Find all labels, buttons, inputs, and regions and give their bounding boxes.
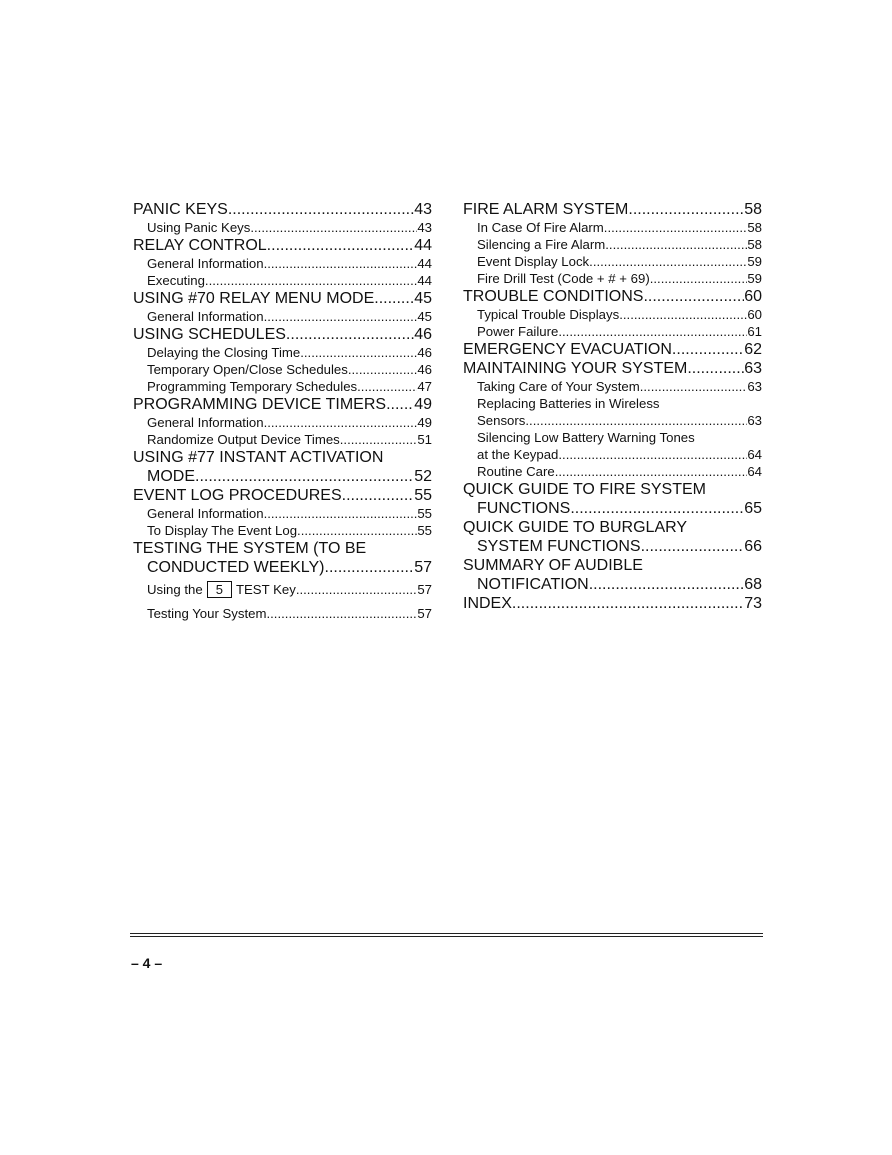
toc-entry[interactable]: CONDUCTED WEEKLY) ..... 57	[133, 558, 432, 577]
toc-subentry[interactable]: Silencing a Fire Alarm ..... 58	[463, 236, 762, 253]
footer-divider	[130, 933, 763, 937]
toc-subentry-line1[interactable]: Silencing Low Battery Warning Tones	[477, 430, 695, 445]
toc-entry-line1[interactable]: QUICK GUIDE TO FIRE SYSTEM	[463, 481, 706, 498]
toc-entry[interactable]: FUNCTIONS ..... 65	[463, 499, 762, 518]
toc-subentry[interactable]: Programming Temporary Schedules ..... 47	[133, 378, 432, 395]
toc-entry[interactable]: EMERGENCY EVACUATION ..... 62	[463, 340, 762, 359]
toc-subentry[interactable]: Temporary Open/Close Schedules ..... 46	[133, 361, 432, 378]
toc-subentry[interactable]: Testing Your System ..... 57	[133, 603, 432, 625]
toc-entry[interactable]: USING #70 RELAY MENU MODE ..... 45	[133, 289, 432, 308]
toc-entry-line1[interactable]: QUICK GUIDE TO BURGLARY	[463, 519, 688, 536]
toc-subentry[interactable]: Taking Care of Your System ..... 63	[463, 378, 762, 395]
toc-entry[interactable]: MODE ..... 52	[133, 467, 432, 486]
toc-entry[interactable]: PANIC KEYS ..... 43	[133, 200, 432, 219]
toc-entry-line1[interactable]: SUMMARY OF AUDIBLE	[463, 557, 643, 574]
test-key-box: 5	[207, 581, 232, 598]
toc-subentry[interactable]: General Information ..... 44	[133, 255, 432, 272]
toc-subentry[interactable]: General Information ..... 49	[133, 414, 432, 431]
toc-subentry[interactable]: Delaying the Closing Time ..... 46	[133, 344, 432, 361]
toc-subentry[interactable]: Routine Care ..... 64	[463, 463, 762, 480]
toc-entry[interactable]: USING SCHEDULES ..... 46	[133, 325, 432, 344]
toc-entry[interactable]: SYSTEM FUNCTIONS ..... 66	[463, 537, 762, 556]
toc-entry-line1[interactable]: TESTING THE SYSTEM (TO BE	[133, 540, 367, 557]
toc-subentry[interactable]: Randomize Output Device Times ..... 51	[133, 431, 432, 448]
toc-subentry[interactable]: Power Failure ..... 61	[463, 323, 762, 340]
page-number: – 4 –	[131, 955, 163, 971]
toc-entry[interactable]: INDEX ..... 73	[463, 594, 762, 613]
toc-subentry[interactable]: Event Display Lock ..... 59	[463, 253, 762, 270]
toc-entry[interactable]: FIRE ALARM SYSTEM ..... 58	[463, 200, 762, 219]
toc-subentry[interactable]: General Information ..... 55	[133, 505, 432, 522]
toc-entry[interactable]: EVENT LOG PROCEDURES ..... 55	[133, 486, 432, 505]
toc-subentry[interactable]: Sensors ..... 63	[463, 412, 762, 429]
toc-entry[interactable]: MAINTAINING YOUR SYSTEM ..... 63	[463, 359, 762, 378]
toc-entry-line1[interactable]: USING #77 INSTANT ACTIVATION	[133, 449, 384, 466]
toc-subentry[interactable]: To Display The Event Log ..... 55	[133, 522, 432, 539]
toc-entry[interactable]: RELAY CONTROL ..... 44	[133, 236, 432, 255]
toc-subentry[interactable]: General Information ..... 45	[133, 308, 432, 325]
toc-subentry[interactable]: In Case Of Fire Alarm ..... 58	[463, 219, 762, 236]
toc-subentry[interactable]: Fire Drill Test (Code + # + 69) ..... 59	[463, 270, 762, 287]
toc-entry[interactable]: TROUBLE CONDITIONS ..... 60	[463, 287, 762, 306]
toc-right-column	[463, 200, 762, 613]
toc-subentry[interactable]: Typical Trouble Displays ..... 60	[463, 306, 762, 323]
toc-subentry-line1[interactable]: Replacing Batteries in Wireless	[477, 396, 660, 411]
toc-entry[interactable]: PROGRAMMING DEVICE TIMERS ..... 49	[133, 395, 432, 414]
toc-subentry[interactable]: Using Panic Keys ..... 43	[133, 219, 432, 236]
toc-subentry[interactable]: Executing ..... 44	[133, 272, 432, 289]
toc-left-column	[133, 200, 432, 625]
toc-entry[interactable]: NOTIFICATION ..... 68	[463, 575, 762, 594]
toc-subentry[interactable]: at the Keypad ..... 64	[463, 446, 762, 463]
toc-subentry-test-key[interactable]: Using the 5 TEST Key ..... 57	[133, 579, 432, 601]
